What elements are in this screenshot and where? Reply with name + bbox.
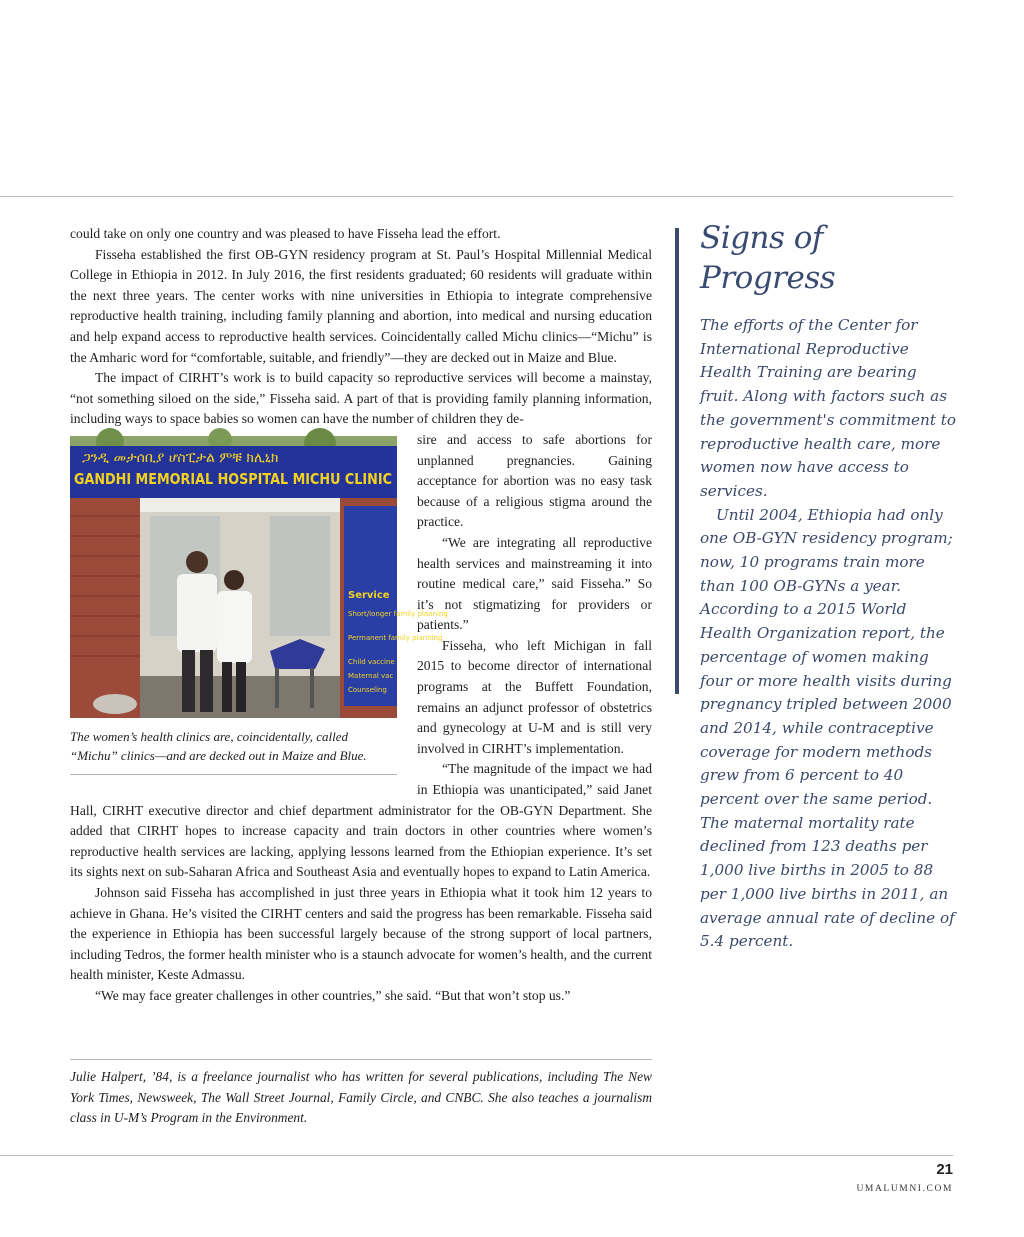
article-paragraph: “We may face greater challenges in other countries,” she said. “But that won’t stop us.” [95, 987, 571, 1003]
board-heading: Service [348, 589, 390, 601]
article-paragraph: Johnson said Fisseha has accomplished in just three years in Ethiopia what it took him 12 years to achieve in Ghana. He’s visited the CIRHT centers and said the progress has been remarkable. Fisseha said the experience in Ethiopia has been successful largely because of the strong support of local partners, including Tedros, the former health minister who is a staunch advocate for women’s health, and the current health minister, Keste Admassu. [70, 885, 652, 983]
board-item: Child vaccine [348, 657, 395, 666]
board-item: Counseling [348, 685, 387, 694]
article-paragraph: “We are integrating all reproductive health services and mainstreaming it into routine medical care,” said Fisseha.” So it’s not stigmatizing for providers or patients.” [417, 534, 652, 633]
sidebar-intro: The efforts of the Center for International Reproductive Health Training are bearing fruit. Along with factors such as the government's commitment to reproductive health care, more women now have access to services. [700, 316, 957, 500]
board-item: Maternal vac [348, 671, 394, 680]
clinic-photo [70, 436, 448, 718]
sign-amharic-text: ጋንዲ መታሰቢያ ሆስፒታል ምቹ ክሊኒክ [82, 449, 279, 466]
sign-english-text: GANDHI MEMORIAL HOSPITAL MICHU CLINIC [74, 469, 392, 488]
article-body [70, 224, 652, 1007]
sidebar-signs-of-progress [700, 218, 958, 954]
sidebar-title: Signs of Progress [700, 220, 836, 296]
author-bio: Julie Halpert, ’84, is a freelance journalist who has written for several publications, including The New York Times, Newsweek, The Wall Street Journal, Family Circle, and CNBC. She also teaches a journalism class in U-M’s Program in the Environment. [70, 1059, 652, 1129]
page-number: 21 [936, 1161, 953, 1178]
top-rule [0, 196, 953, 197]
board-item: Permanent family planning [348, 633, 443, 642]
article-paragraph: sire and access to safe abortions for unplanned pregnancies. Gaining acceptance for abortion was no easy task because of a religious stigma around the practice. [417, 431, 652, 530]
photo-caption: The women’s health clinics are, coincidentally, called “Michu” clinics—and are decked out in Maize and Blue. [70, 727, 397, 775]
sidebar-body: Until 2004, Ethiopia had only one OB-GYN residency program; now, 10 programs train more than 100 OB-GYNs a year. According to a 2015 World Health Organization report, the percentage of women making four or more health visits during pregnancy tripled between 2000 and 2014, while contraceptive coverage for modern methods grew from 6 percent to 40 percent over the same period. The maternal mortality rate declined from 123 deaths per 1,000 live births in 2005 to 88 per 1,000 live births in 2011, an average annual rate of decline of 5.4 percent. [700, 505, 955, 951]
clinic-photo-figure [70, 436, 448, 775]
article-paragraph: Fisseha established the first OB-GYN residency program at St. Paul’s Hospital Millennial Medical College in Ethiopia in 2012. In July 2016, the first residents graduated; 60 residents will graduate within the next three years. The center works with nine universities in Ethiopia to integrate comprehensive reproductive health training, including family planning and abortion, into medical and nursing education and help expand access to reproductive health services. Coincidentally called Michu clinics—“Michu” is the Amharic word for “comfortable, suitable, and friendly”—they are decked out in Maize and Blue. [70, 246, 652, 365]
article-paragraph: The impact of CIRHT’s work is to build capacity so reproductive services will become a mainstay, “not something siloed on the side,” Fisseha said. A part of that is providing family planning information, including ways to space babies so women can have the number of children they de- [70, 370, 652, 427]
board-item: Short/longer family planning [348, 609, 448, 618]
sidebar-accent-bar [675, 228, 679, 694]
article-paragraph: Fisseha, who left Michigan in fall 2015 to become director of international programs at the Buffett Foundation, remains an adjunct professor of obstetrics and gynecology at U-M and is still very involved in CIRHT’s implementation. [417, 637, 652, 756]
article-paragraph: could take on only one country and was pleased to have Fisseha lead the effort. [70, 226, 501, 241]
site-url: UMALUMNI.COM [856, 1184, 953, 1194]
footer-rule [0, 1155, 953, 1156]
article-paragraph: “The magnitude of the impact we had in Ethiopia was unanticipated,” said Janet Hall, CIRHT executive director and chief department administrator for the OB-GYN Department. She added that CIRHT hopes to increase capacity and train doctors in other countries where women’s reproductive health services are lacking, applying lessons learned from the Ethiopian experience. It’s set its sights next on sub-Saharan Africa and Southeast Asia and eventually hopes to expand to Latin America. [70, 761, 652, 880]
